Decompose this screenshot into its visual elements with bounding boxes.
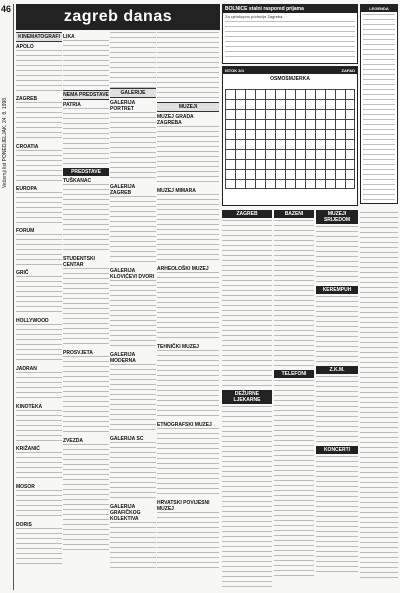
text-block [157, 126, 219, 186]
masthead-title: zagreb danas [63, 8, 173, 25]
cinema-section-title: KINEMATOGRAFI [16, 32, 62, 42]
puzzle-grid [225, 89, 355, 189]
venue-name: CROATIA [16, 144, 39, 150]
text-block [63, 356, 109, 436]
venue-name: GALERIJA SC [110, 436, 144, 442]
museums-column [157, 32, 219, 588]
text-block [16, 372, 62, 402]
hospitals-body: Za cjelokupno područje Zagreba [225, 14, 283, 19]
text-block [225, 21, 355, 59]
puzzle-header [223, 67, 357, 74]
venue-name: ETNOGRAFSKI MUZEJ [157, 422, 212, 428]
text-block [157, 272, 219, 342]
venue-name: GALERIJA MODERNA [110, 352, 136, 364]
text-block [16, 490, 62, 520]
text-block [16, 102, 62, 142]
venue-name: PATRIA [63, 102, 81, 108]
text-block [316, 376, 358, 446]
text-block [157, 350, 219, 420]
page-number: 46 [0, 4, 11, 14]
concerts-bar: KONCERTI [316, 446, 358, 454]
galleries-section-title: GALERIJE [110, 88, 156, 98]
venue-name: STUDENTSKI CENTAR [63, 256, 95, 268]
text-block [157, 512, 219, 572]
venue-name: TUŠKANAC [63, 178, 92, 184]
puzzle-box [222, 66, 358, 206]
text-block [222, 220, 272, 390]
venue-name: ARHEOLOŠKI MUZEJ [157, 266, 209, 272]
new-releases-bar: NEMA PREDSTAVE [63, 92, 109, 98]
text-block [63, 108, 109, 168]
text-block [16, 410, 62, 444]
theatre-bar: Z.K.M. [316, 366, 358, 374]
venue-name: GALERIJA ZAGREB [110, 184, 136, 196]
venue-name: MUZEJ GRADA ZAGREBA [157, 114, 194, 126]
puzzle-header-left: ISTOK 3/4 [225, 68, 244, 73]
venue-name: HOLLYWOOD [16, 318, 49, 324]
text-block [110, 522, 156, 572]
hospitals-box [222, 4, 358, 64]
text-block [63, 268, 109, 348]
text-block [110, 280, 156, 350]
legend-title: LEGENDA [361, 5, 397, 12]
text-block [63, 444, 109, 554]
text-block [274, 220, 314, 370]
venue-name: GALERIJA PORTRET [110, 100, 136, 112]
section-bar: BAZENI [274, 210, 314, 218]
text-block [16, 150, 62, 184]
legend-box [360, 4, 398, 204]
text-block [222, 406, 272, 590]
text-block [16, 50, 62, 94]
venue-name: HRVATSKI POVIJESNI MUZEJ [157, 500, 210, 512]
venue-name: KINOTEKA [16, 404, 43, 410]
text-block [157, 32, 219, 102]
text-block [363, 14, 395, 204]
venue-name: MUZEJ MIMARA [157, 188, 196, 194]
theatre-bar: KEREMPUH [316, 286, 358, 294]
venue-name: EUROPA [16, 186, 38, 192]
text-block [316, 226, 358, 286]
puzzle-label: OSMOSMJERKA [270, 76, 310, 82]
venue-name: PROSVJETA [63, 350, 93, 356]
venue-name: KRIŽANIĆ [16, 446, 40, 452]
venue-name: APOLO [16, 44, 34, 50]
text-block [16, 452, 62, 482]
venue-name: GALERIJA GRAFIČKOG KOLEKTIVA [110, 504, 141, 522]
column-6 [274, 210, 314, 590]
text-block [360, 212, 398, 582]
venue-name: JADRAN [16, 366, 37, 372]
museums-section-title: MUZEJI [157, 102, 219, 112]
text-block [110, 112, 156, 182]
venue-name: DORIS [16, 522, 32, 528]
hospitals-title: BOLNICE stalni raspored prijama [223, 5, 357, 13]
venue-name: FORUM [16, 228, 35, 234]
column-5 [222, 210, 272, 590]
section-bar: ZAGREB [222, 210, 272, 218]
column-7 [316, 210, 358, 590]
cinema-column [16, 32, 62, 588]
side-date: Večernji list PONEDJELJAK, 24. 8. 1998. [2, 96, 8, 188]
section-bar: PREDSTAVE [63, 168, 109, 176]
text-block [316, 296, 358, 366]
column-8 [360, 210, 398, 590]
masthead [16, 4, 220, 30]
phones-bar: TELEFONI [274, 370, 314, 378]
text-block [157, 194, 219, 264]
text-block [63, 40, 109, 90]
text-block [16, 276, 62, 316]
pharmacies-bar: DEŽURNE LJEKARNE [222, 390, 272, 404]
text-block [110, 364, 156, 434]
venue-name: GRIČ [16, 270, 29, 276]
text-block [16, 324, 62, 364]
section-bar: MUZEJI SRIJEDOM [316, 210, 358, 224]
venue-name: MOSOR [16, 484, 35, 490]
text-block [16, 528, 62, 568]
text-block [16, 234, 62, 268]
text-block [63, 184, 109, 254]
text-block [316, 456, 358, 576]
text-block [274, 380, 314, 580]
venue-name: ZAGREB [16, 96, 38, 102]
puzzle-header-right: ZAPAD [341, 68, 355, 73]
venue-name: GALERIJA KLOVIĆEVI DVORI [110, 268, 155, 280]
text-block [157, 428, 219, 498]
venue-name: TEHNIČKI MUZEJ [157, 344, 199, 350]
galleries-column [110, 32, 156, 588]
venue-name: LIKA [63, 34, 75, 40]
text-block [110, 442, 156, 502]
text-block [110, 32, 156, 88]
venue-name: ZVEZDA [63, 438, 83, 444]
column-2 [63, 32, 109, 588]
text-block [110, 196, 156, 266]
text-block [16, 192, 62, 226]
